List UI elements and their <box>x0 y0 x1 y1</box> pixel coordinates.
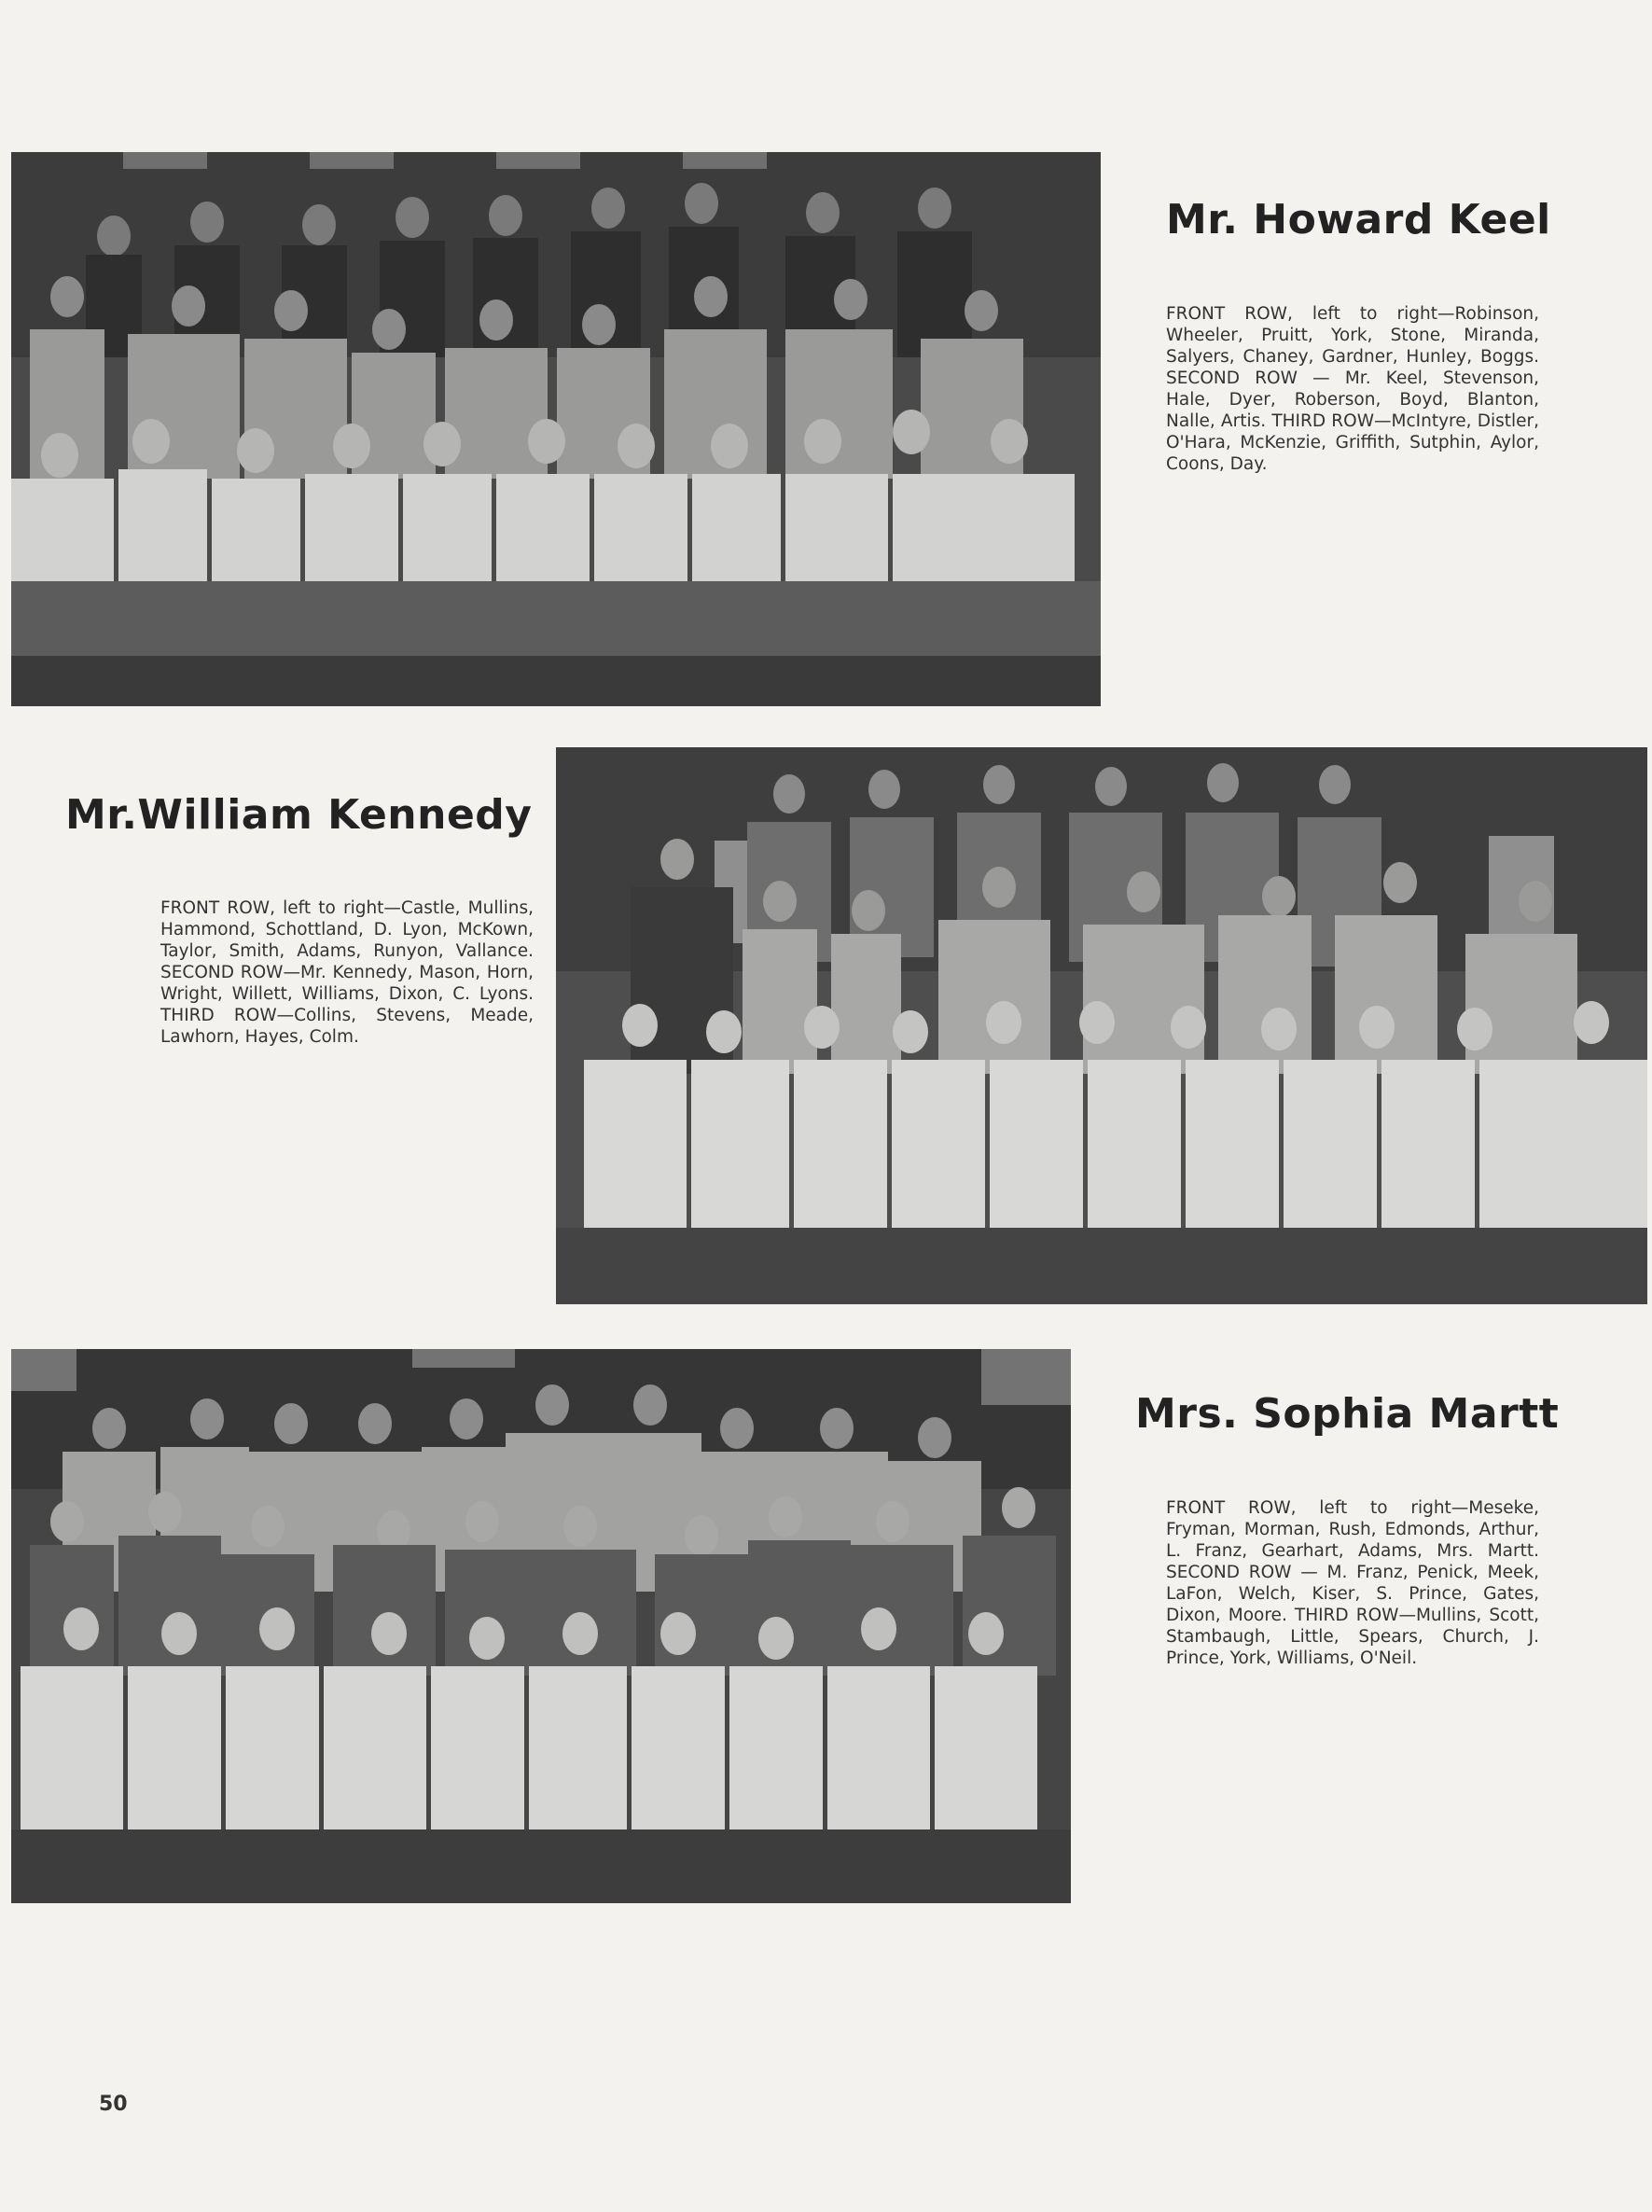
page-number: 50 <box>99 2093 128 2116</box>
class-photo-keel <box>11 152 1101 706</box>
caption-keel: FRONT ROW, left to right—Robinson, Wheeler, Pruitt, York, Stone, Miranda, Salyers, Chaney, Gardner, Hunley, Boggs. SECOND ROW — Mr. Keel, Stevenson, Hale, Dyer, Roberson, Boyd, Blanton, Nalle, Artis. THIRD ROW—McIntyre, Distler, O'Hara, McKenzie, Griffith, Sutphin, Aylor, Coons, Day. <box>1166 304 1539 474</box>
group-photo-2 <box>556 747 1647 1304</box>
class-photo-martt <box>11 1349 1071 1903</box>
group-photo-1 <box>11 152 1101 706</box>
caption-kennedy: FRONT ROW, left to right—Castle, Mullins, Hammond, Schottland, D. Lyon, McKown, Taylor, Smith, Adams, Runyon, Vallance. SECOND ROW—Mr. Kennedy, Mason, Horn, Wright, Willett, Williams, Dixon, C. Lyons. THIRD ROW—Collins, Stevens, Meade, Lawhorn, Hayes, Colm. <box>160 898 534 1047</box>
class-photo-kennedy <box>556 747 1647 1304</box>
teacher-heading-martt: Mrs. Sophia Martt <box>1135 1390 1560 1438</box>
group-photo-3 <box>11 1349 1071 1903</box>
teacher-heading-keel: Mr. Howard Keel <box>1166 196 1551 243</box>
teacher-heading-kennedy: Mr.William Kennedy <box>65 791 533 839</box>
caption-martt: FRONT ROW, left to right—Meseke, Fryman, Morman, Rush, Edmonds, Arthur, L. Franz, Gearhart, Adams, Mrs. Martt. SECOND ROW — M. Franz, Penick, Meek, LaFon, Welch, Kiser, S. Prince, Gates, Dixon, Moore. THIRD ROW—Mullins, Scott, Stambaugh, Little, Spears, Church, J. Prince, York, Williams, O'Neil. <box>1166 1498 1539 1668</box>
